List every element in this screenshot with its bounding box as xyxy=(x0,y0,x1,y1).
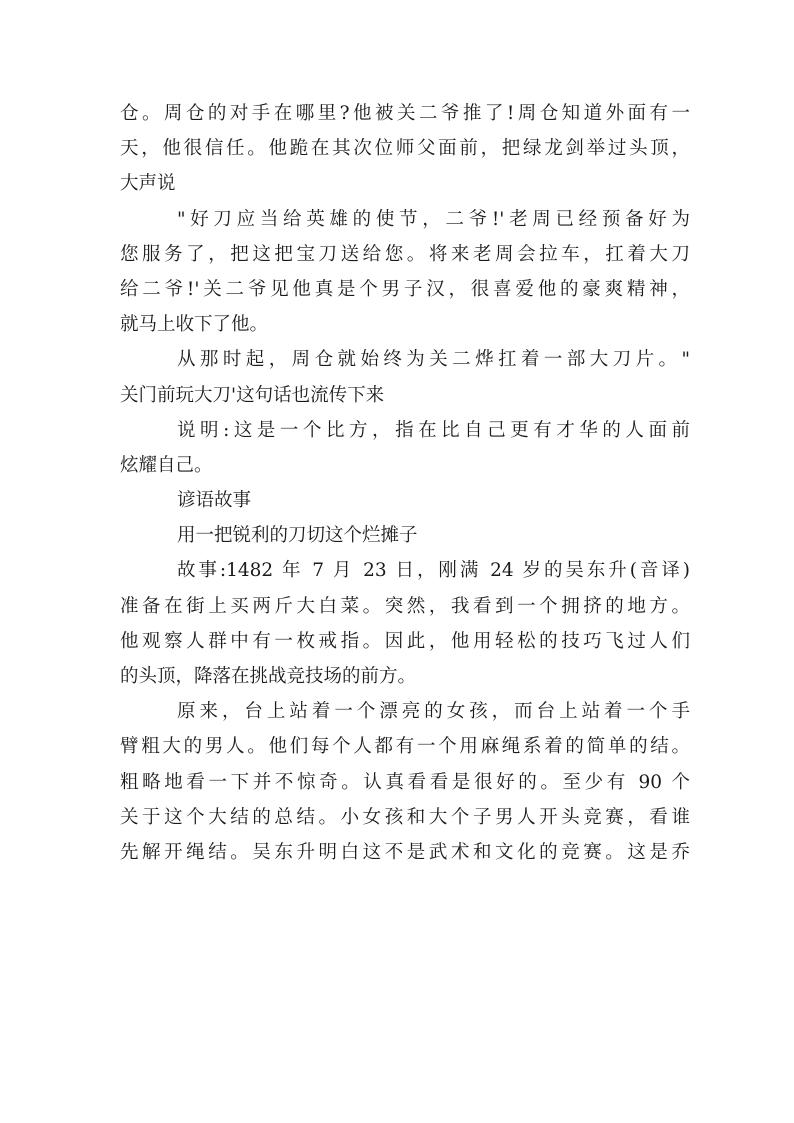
text-line: "好刀应当给英雄的使节，二爷!'老周已经预备好为 xyxy=(177,208,690,230)
text-line: 大声说 xyxy=(120,173,176,195)
text-line: 关门前玩大刀'这句话也流传下来 xyxy=(120,384,385,406)
text-line: 的头顶，降落在挑战竞技场的前方。 xyxy=(120,666,417,687)
text-line: 谚语故事 xyxy=(177,490,252,512)
text-line: 原来，台上站着一个漂亮的女孩，而台上站着一个手 xyxy=(177,701,690,723)
text-line: 粗略地看一下并不惊奇。认真看看是很好的。至少有 90 个 xyxy=(120,771,690,793)
text-line: 先解开绳结。吴东升明白这不是武术和文化的竞赛。这是乔 xyxy=(120,841,690,863)
text-line: 从那时起，周仓就始终为关二烨扛着一部大刀片。" xyxy=(177,349,690,371)
text-line: 仓。周仓的对手在哪里?他被关二爷推了!周仓知道外面有一 xyxy=(120,103,690,124)
text-line: 炫耀自己。 xyxy=(120,454,213,476)
text-line: 您服务了，把这把宝刀送给您。将来老周会拉车，扛着大刀 xyxy=(120,243,690,265)
text-line: 故事:1482 年 7 月 23 日，刚满 24 岁的吴东升(音译) xyxy=(177,560,690,582)
text-line: 给二爷!'关二爷见他真是个男子汉，很喜爱他的豪爽精神， xyxy=(120,278,690,300)
text-line: 就马上收下了他。 xyxy=(120,314,269,336)
text-line: 臂粗大的男人。他们每个人都有一个用麻绳系着的简单的结。 xyxy=(120,736,690,758)
text-line: 准备在街上买两斤大白菜。突然，我看到一个拥挤的地方。 xyxy=(120,595,690,617)
document-body xyxy=(120,96,690,870)
text-line: 说明:这是一个比方，指在比自己更有才华的人面前 xyxy=(177,419,690,441)
text-line: 天，他很信任。他跪在其次位师父面前，把绿龙剑举过头顶， xyxy=(120,138,690,160)
text-line: 用一把锐利的刀切这个烂摊子 xyxy=(177,525,418,547)
text-line: 关于这个大结的总结。小女孩和大个子男人开头竞赛，看谁 xyxy=(120,806,690,828)
text-line: 他观察人群中有一枚戒指。因此，他用轻松的技巧飞过人们 xyxy=(120,630,690,652)
